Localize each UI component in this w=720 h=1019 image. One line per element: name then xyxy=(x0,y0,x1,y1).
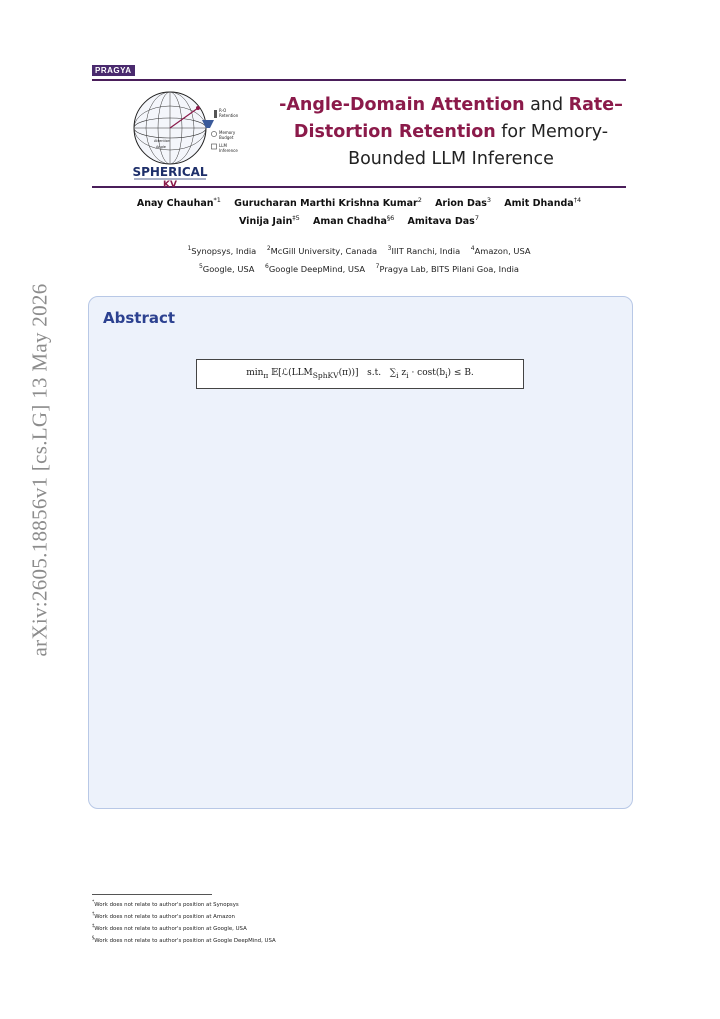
logo-label-r-o: R-O xyxy=(219,108,227,113)
logo-wordmark-kv: KV xyxy=(163,180,177,188)
footnote: *Work does not relate to author's position at Synopsys xyxy=(92,900,239,908)
logo-label-inference: Inference xyxy=(219,148,238,153)
author-name: Amit Dhanda xyxy=(504,198,574,210)
affiliation: Synopsys, India xyxy=(191,245,257,256)
authors-line-1 xyxy=(92,196,626,209)
affiliation: Google, USA xyxy=(202,263,255,274)
spherical-kv-logo xyxy=(118,82,258,188)
footnote-rule xyxy=(92,894,212,895)
affil-sup: 2 xyxy=(266,245,271,252)
affil-sup: 5 xyxy=(198,263,203,270)
paper-title xyxy=(266,92,636,173)
affiliation: Amazon, USA xyxy=(474,245,531,256)
title-part-rate-distortion-retention: Rate–Distortion Retention xyxy=(293,95,623,142)
abstract-heading: Abstract xyxy=(103,309,176,327)
author-name: Aman Chadha xyxy=(313,216,387,228)
logo-label-angle: Angle xyxy=(156,145,166,149)
author-name: Amitava Das xyxy=(407,216,475,228)
footnotes xyxy=(92,898,276,946)
footnote: ‡Work does not relate to author's position at Google, USA xyxy=(92,924,247,932)
affil-sup: 6 xyxy=(265,263,269,270)
author-name: Gurucharan Marthi Krishna Kumar xyxy=(234,198,418,210)
title-part-and: and xyxy=(524,95,569,115)
affil-sup: 7 xyxy=(375,263,380,270)
logo-label-retention: Retention xyxy=(219,113,239,118)
logo-wordmark-spherical: SPHERICAL xyxy=(132,165,208,179)
affiliations-line-1 xyxy=(92,245,626,256)
affil-sup: 4 xyxy=(470,245,475,252)
header-top-rule xyxy=(92,79,626,81)
pragya-brand-label: PRAGYA xyxy=(92,65,135,76)
title-part-angle-domain-attention: -Angle-Domain Attention xyxy=(279,95,525,115)
affiliations-line-2 xyxy=(92,263,626,274)
arxiv-identifier-stamp xyxy=(10,283,70,657)
affiliation: McGill University, Canada xyxy=(270,245,378,256)
logo-label-budget: Budget xyxy=(219,135,234,140)
author-sup: §6 xyxy=(386,214,395,222)
affil-sup: 3 xyxy=(387,245,392,252)
author-sup: 2 xyxy=(417,196,422,204)
abstract-body xyxy=(103,348,617,399)
author-sup: 3 xyxy=(486,196,492,204)
footnote: §Work does not relate to author's position at Google DeepMind, USA xyxy=(92,936,276,944)
footnote: †Work does not relate to author's position at Amazon xyxy=(92,912,235,920)
abstract-formula: $\min_\pi$ $𝔼[ℒ(LLM_{SphKV}(\pi))]$ s.t. $\sum_i$ $z_i \cdot \cos t(b_i) \le B$. xyxy=(196,359,524,389)
logo-label-llm: LLM xyxy=(219,143,227,148)
affil-sup: 1 xyxy=(187,245,192,252)
affiliation: Google DeepMind, USA xyxy=(268,263,366,274)
author-sup: ‡5 xyxy=(292,214,300,222)
spherical-kv-logo-graphic xyxy=(118,82,258,188)
logo-label-attention: Attention xyxy=(154,139,171,143)
author-sup: †4 xyxy=(573,196,582,204)
author-name: Vinija Jain xyxy=(239,216,293,228)
author-name: Anay Chauhan xyxy=(136,198,214,210)
affiliation: Pragya Lab, BITS Pilani Goa, India xyxy=(379,263,520,274)
authors-line-2 xyxy=(92,214,626,227)
logo-label-memory: Memory xyxy=(219,130,236,135)
author-sup: 7 xyxy=(474,214,479,222)
title-part-suffix: for Memory-Bounded LLM Inference xyxy=(348,122,609,169)
affiliation: IIIT Ranchi, India xyxy=(391,245,461,256)
author-name: Arion Das xyxy=(435,198,487,210)
arxiv-identifier: arXiv:2605.18856v1 [cs.LG] 13 May 2026 xyxy=(27,283,52,657)
author-sup: *1 xyxy=(213,196,221,204)
